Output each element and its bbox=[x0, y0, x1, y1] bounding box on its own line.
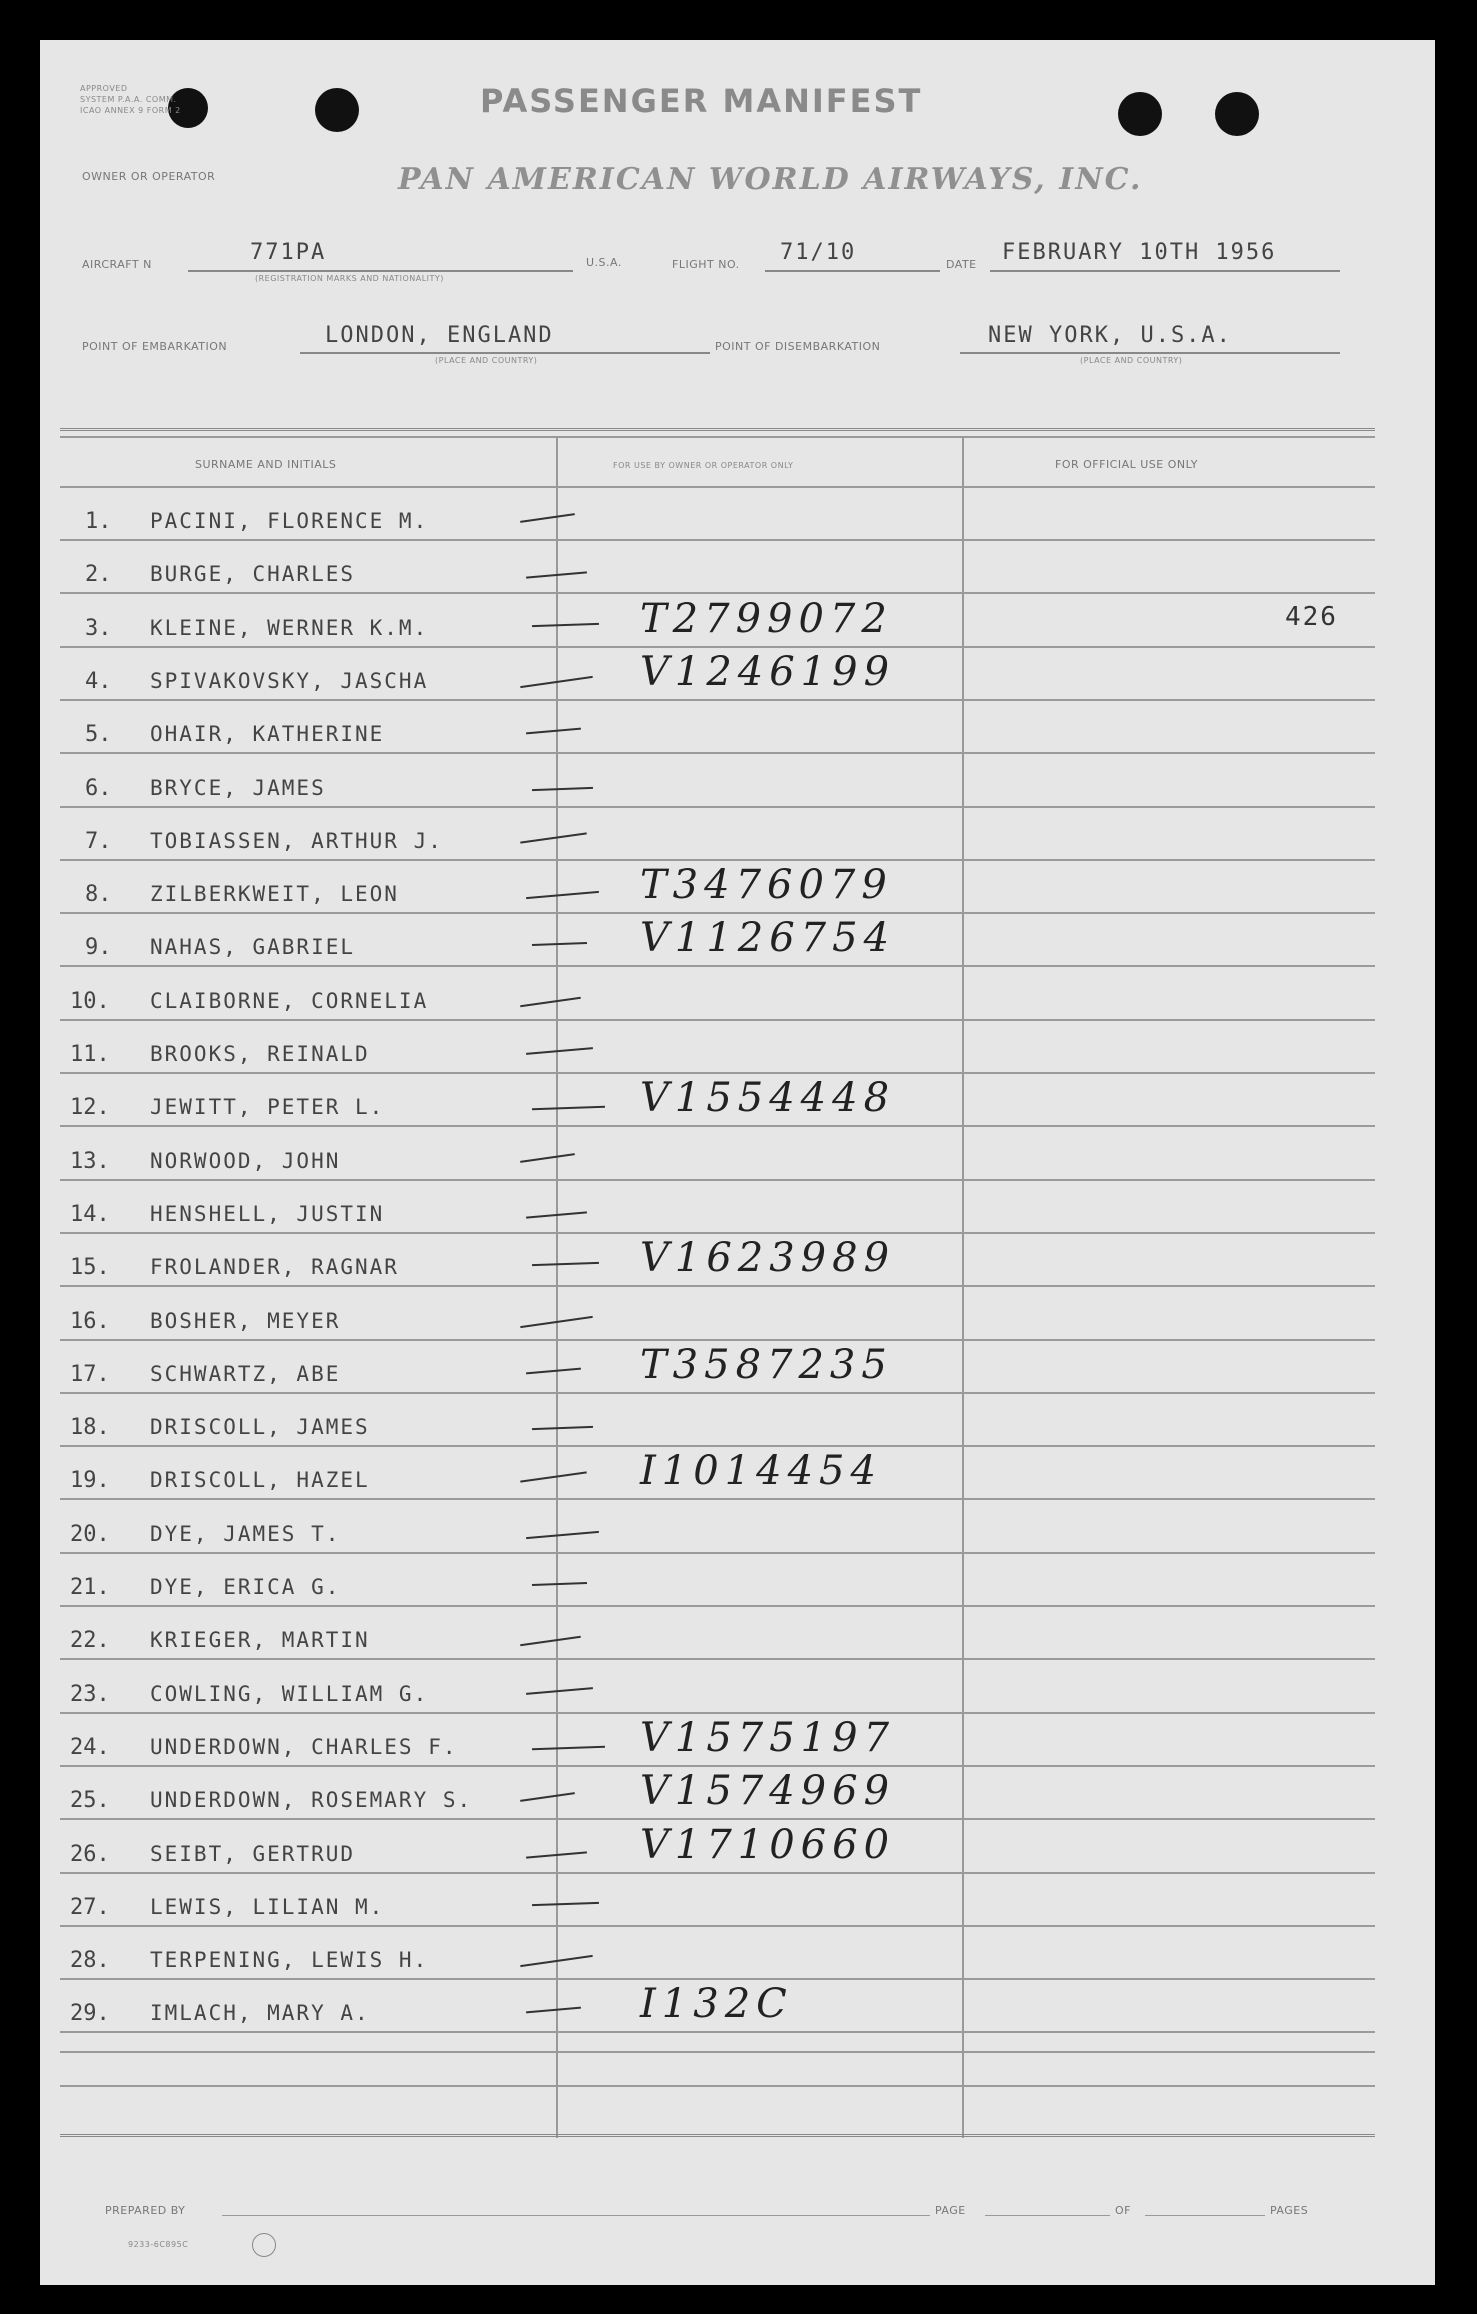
table-row bbox=[0, 1569, 1477, 1609]
passport-number: V1575197 bbox=[640, 1715, 896, 1761]
passenger-name: ZILBERKWEIT, LEON bbox=[150, 882, 399, 906]
passenger-name: SEIBT, GERTRUD bbox=[150, 1842, 356, 1866]
passenger-name: COWLING, WILLIAM G. bbox=[150, 1682, 429, 1706]
passenger-name: SPIVAKOVSKY, JASCHA bbox=[150, 669, 429, 693]
passenger-name: BOSHER, MEYER bbox=[150, 1309, 341, 1333]
row-number: 28. bbox=[70, 1948, 110, 1973]
passenger-name: DRISCOLL, HAZEL bbox=[150, 1468, 370, 1492]
check-mark bbox=[532, 787, 593, 791]
column-header-operator: FOR USE BY OWNER OR OPERATOR ONLY bbox=[613, 461, 794, 470]
flight-label: FLIGHT NO. bbox=[672, 258, 740, 271]
passenger-name: DYE, JAMES T. bbox=[150, 1522, 341, 1546]
passport-number: I1014454 bbox=[640, 1448, 882, 1494]
row-number: 13. bbox=[70, 1149, 110, 1174]
table-row bbox=[0, 1143, 1477, 1183]
aircraft-label: AIRCRAFT N bbox=[82, 258, 152, 271]
embarkation-sub-label: (PLACE AND COUNTRY) bbox=[435, 356, 538, 365]
row-number: 3. bbox=[85, 616, 112, 641]
check-mark bbox=[520, 1955, 593, 1967]
table-row bbox=[0, 1342, 1477, 1396]
row-number: 11. bbox=[70, 1042, 110, 1067]
table-row bbox=[0, 1889, 1477, 1929]
check-mark bbox=[526, 1368, 581, 1375]
aircraft-sub-label: (REGISTRATION MARKS AND NATIONALITY) bbox=[255, 274, 444, 283]
punch-hole bbox=[315, 88, 359, 132]
owner-label: OWNER OR OPERATOR bbox=[82, 170, 216, 183]
row-number: 5. bbox=[85, 722, 112, 747]
passenger-name: UNDERDOWN, ROSEMARY S. bbox=[150, 1788, 473, 1812]
check-mark bbox=[526, 571, 587, 578]
table-row bbox=[0, 1409, 1477, 1449]
check-mark bbox=[520, 1316, 593, 1328]
table-row bbox=[0, 770, 1477, 810]
check-mark bbox=[532, 1902, 599, 1906]
table-row bbox=[0, 1075, 1477, 1129]
approval-line: SYSTEM P.A.A. COMM. bbox=[80, 95, 177, 104]
disembarkation-label: POINT OF DISEMBARKATION bbox=[715, 340, 881, 353]
passenger-name: BURGE, CHARLES bbox=[150, 562, 356, 586]
prepared-by-label: PREPARED BY bbox=[105, 2204, 186, 2217]
row-number: 15. bbox=[70, 1255, 110, 1280]
table-row bbox=[0, 823, 1477, 863]
passenger-name: JEWITT, PETER L. bbox=[150, 1095, 385, 1119]
table-row bbox=[0, 1622, 1477, 1662]
usa-label: U.S.A. bbox=[586, 256, 622, 269]
table-row bbox=[0, 1715, 1477, 1769]
passenger-name: DYE, ERICA G. bbox=[150, 1575, 341, 1599]
check-mark bbox=[520, 1471, 587, 1482]
table-row bbox=[0, 862, 1477, 916]
row-number: 19. bbox=[70, 1468, 110, 1493]
row-number: 14. bbox=[70, 1202, 110, 1227]
disembarkation-sub-label: (PLACE AND COUNTRY) bbox=[1080, 356, 1183, 365]
check-mark bbox=[532, 942, 587, 946]
row-number: 17. bbox=[70, 1362, 110, 1387]
date-value: FEBRUARY 10TH 1956 bbox=[1002, 240, 1277, 265]
check-mark bbox=[526, 1687, 593, 1695]
row-number: 6. bbox=[85, 776, 112, 801]
table-row bbox=[0, 1036, 1477, 1076]
row-number: 26. bbox=[70, 1842, 110, 1867]
table-row bbox=[0, 1942, 1477, 1982]
row-number: 27. bbox=[70, 1895, 110, 1920]
table-row bbox=[0, 1516, 1477, 1556]
check-mark bbox=[526, 728, 581, 735]
passport-number: V1574969 bbox=[640, 1768, 896, 1814]
row-number: 22. bbox=[70, 1628, 110, 1653]
passenger-name: DRISCOLL, JAMES bbox=[150, 1415, 370, 1439]
passenger-name: BRYCE, JAMES bbox=[150, 776, 326, 800]
passenger-name: TOBIASSEN, ARTHUR J. bbox=[150, 829, 443, 853]
row-number: 1. bbox=[85, 509, 112, 534]
passport-number: T2799072 bbox=[640, 596, 893, 642]
embarkation-label: POINT OF EMBARKATION bbox=[82, 340, 228, 353]
check-mark bbox=[532, 1746, 605, 1751]
check-mark bbox=[532, 1582, 587, 1586]
aircraft-value: 771PA bbox=[250, 240, 327, 265]
column-header-surname: SURNAME AND INITIALS bbox=[195, 458, 337, 471]
passenger-name: CLAIBORNE, CORNELIA bbox=[150, 989, 429, 1013]
form-code: 9233-6C895C bbox=[128, 2240, 189, 2249]
check-mark bbox=[520, 832, 587, 843]
row-number: 23. bbox=[70, 1682, 110, 1707]
pages-label: PAGES bbox=[1270, 2204, 1309, 2217]
table-row bbox=[0, 1676, 1477, 1716]
check-mark bbox=[520, 1636, 581, 1646]
row-number: 12. bbox=[70, 1095, 110, 1120]
table-row bbox=[0, 983, 1477, 1023]
punch-hole bbox=[1215, 92, 1259, 136]
passenger-name: FROLANDER, RAGNAR bbox=[150, 1255, 399, 1279]
row-number: 9. bbox=[85, 935, 112, 960]
row-number: 8. bbox=[85, 882, 112, 907]
table-row bbox=[0, 1822, 1477, 1876]
approval-line: ICAO ANNEX 9 FORM 2 bbox=[80, 106, 181, 115]
passport-number: I132C bbox=[640, 1981, 793, 2027]
table-row bbox=[0, 1448, 1477, 1502]
check-mark bbox=[526, 2007, 581, 2014]
check-mark bbox=[526, 1851, 587, 1858]
check-mark bbox=[532, 1106, 605, 1111]
page-title: PASSENGER MANIFEST bbox=[480, 82, 923, 120]
table-row bbox=[0, 1196, 1477, 1236]
passport-number: V1554448 bbox=[640, 1075, 896, 1121]
passenger-name: KRIEGER, MARTIN bbox=[150, 1628, 370, 1652]
row-number: 18. bbox=[70, 1415, 110, 1440]
table-row bbox=[0, 1303, 1477, 1343]
check-mark bbox=[526, 1211, 587, 1218]
check-mark bbox=[520, 1153, 575, 1163]
passport-number: T3587235 bbox=[640, 1342, 893, 1388]
check-mark bbox=[520, 676, 593, 688]
passenger-name: LEWIS, LILIAN M. bbox=[150, 1895, 385, 1919]
passenger-name: PACINI, FLORENCE M. bbox=[150, 509, 429, 533]
table-row bbox=[0, 716, 1477, 756]
row-number: 2. bbox=[85, 562, 112, 587]
passport-number: V1710660 bbox=[640, 1822, 896, 1868]
row-number: 29. bbox=[70, 2001, 110, 2026]
check-mark bbox=[520, 997, 581, 1007]
passenger-name: UNDERDOWN, CHARLES F. bbox=[150, 1735, 458, 1759]
passport-number: V1246199 bbox=[640, 649, 896, 695]
carrier-name: PAN AMERICAN WORLD AIRWAYS, INC. bbox=[398, 162, 1143, 197]
check-mark bbox=[532, 1426, 593, 1430]
passenger-name: KLEINE, WERNER K.M. bbox=[150, 616, 429, 640]
passenger-name: SCHWARTZ, ABE bbox=[150, 1362, 341, 1386]
row-number: 4. bbox=[85, 669, 112, 694]
approval-line: APPROVED bbox=[80, 84, 128, 93]
check-mark bbox=[526, 1047, 593, 1055]
row-number: 20. bbox=[70, 1522, 110, 1547]
table-row bbox=[0, 1235, 1477, 1289]
table-row bbox=[0, 556, 1477, 596]
table-row bbox=[0, 596, 1477, 650]
passenger-name: HENSHELL, JUSTIN bbox=[150, 1202, 385, 1226]
of-label: OF bbox=[1115, 2204, 1131, 2217]
check-mark bbox=[532, 623, 599, 627]
row-number: 21. bbox=[70, 1575, 110, 1600]
disembarkation-value: NEW YORK, U.S.A. bbox=[988, 323, 1232, 348]
row-number: 7. bbox=[85, 829, 112, 854]
table-row bbox=[0, 1768, 1477, 1822]
passenger-name: IMLACH, MARY A. bbox=[150, 2001, 370, 2025]
passenger-name: NORWOOD, JOHN bbox=[150, 1149, 341, 1173]
passport-number: V1623989 bbox=[640, 1235, 896, 1281]
official-value: 426 bbox=[1285, 602, 1338, 632]
passenger-name: OHAIR, KATHERINE bbox=[150, 722, 385, 746]
punch-hole bbox=[1118, 92, 1162, 136]
table-row bbox=[0, 1981, 1477, 2035]
passenger-name: TERPENING, LEWIS H. bbox=[150, 1948, 429, 1972]
passport-number: T3476079 bbox=[640, 862, 893, 908]
date-label: DATE bbox=[946, 258, 977, 271]
column-header-official: FOR OFFICIAL USE ONLY bbox=[1055, 458, 1199, 471]
passenger-name: NAHAS, GABRIEL bbox=[150, 935, 356, 959]
passport-number: V1126754 bbox=[640, 915, 896, 961]
check-mark bbox=[520, 1792, 575, 1802]
flight-value: 71/10 bbox=[780, 240, 857, 265]
check-mark bbox=[532, 1262, 599, 1266]
check-mark bbox=[526, 1531, 599, 1539]
row-number: 16. bbox=[70, 1309, 110, 1334]
embarkation-value: LONDON, ENGLAND bbox=[325, 323, 554, 348]
passenger-name: BROOKS, REINALD bbox=[150, 1042, 370, 1066]
table-row bbox=[0, 649, 1477, 703]
table-row bbox=[0, 915, 1477, 969]
check-mark bbox=[520, 513, 575, 523]
table-row bbox=[0, 503, 1477, 543]
row-number: 25. bbox=[70, 1788, 110, 1813]
row-number: 24. bbox=[70, 1735, 110, 1760]
page-label: PAGE bbox=[935, 2204, 966, 2217]
check-mark bbox=[526, 891, 599, 899]
union-bug-icon bbox=[252, 2233, 276, 2257]
row-number: 10. bbox=[70, 989, 110, 1014]
